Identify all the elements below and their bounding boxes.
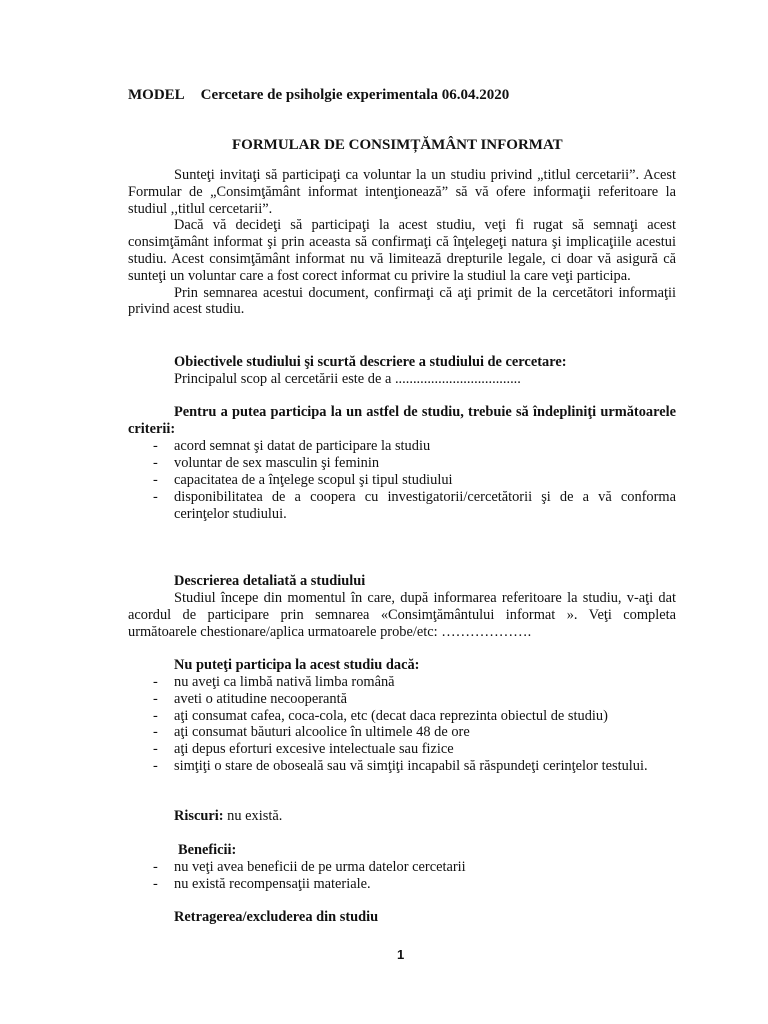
list-item: nu există recompensaţii materiale. (174, 876, 371, 892)
criteria-heading: Pentru a putea participa la un astfel de studiu, trebuie să îndepliniţi următoarele criterii: (128, 404, 676, 437)
list-item: nu aveţi ca limbă nativă limba română (174, 674, 395, 690)
description-heading: Descrierea detaliată a studiului (174, 573, 366, 589)
list-item: voluntar de sex masculin şi feminin (174, 455, 380, 471)
objectives-text: Principalul scop al cercetării este de a ................................... (174, 371, 521, 387)
model-label: MODEL (128, 87, 185, 103)
risks-text: nu există. (223, 808, 283, 824)
risks-line (174, 808, 282, 825)
withdrawal-heading: Retragerea/excluderea din studiu (174, 909, 379, 925)
risks-label: Riscuri: (174, 808, 224, 824)
list-item: aţi depus eforturi excesive intelectuale sau fizice (174, 741, 454, 757)
benefits-heading: Beneficii: (178, 842, 237, 858)
document-header (128, 87, 509, 104)
page-number: 1 (397, 947, 405, 962)
document-page: MODEL Cercetare de psiholgie experimentala 06.04.2020 FORMULAR DE CONSIMȚĂMÂNT INFORMAT Sunteţi invitaţi să participaţi ca voluntar la un studiu privind „titlul cercetarii”. Acest Formular de „Consimţământ informat intenţionează” să vă ofere informaţii referitoare la studiul ,,titlul cercetarii”. Dacă vă decideţi să participaţi la acest studiu, veţi fi rugat să semnaţi acest consimţământ informat şi prin aceasta să confirmaţi că înţelegeţi natura şi implicaţiile acestui studiu. Acest consimţământ informat nu vă limitează drepturile legale, ci doar vă asigură că sunteţi un voluntar care a fost corect informat cu privire la studiul la care veţi participa. Prin semnarea acestui document, confirmaţi că aţi primit de la cercetători informaţii privind acest studiu. Obiectivele studiului şi scurtă descriere a studiului de cercetare: Principalul scop al cercetării este de a ................................... Pentru a putea participa la un astfel de studiu, trebuie să îndepliniţi următoarele criterii: - acord semnat şi datat de participare la studiu - voluntar de sex masculin şi feminin - capacitatea de a înţelege scopul şi tipul studiului - disponibilitatea de a coopera cu investigatorii/cercetătorii şi de a vă conforma cerinţelor studiului. Descrierea detaliată a studiului Studiul începe din momentul în care, după informarea referitoare la studiu, v-aţi dat acordul de participare prin semnarea «Consimţământului informat ». Veţi completa următoarele chestionare/aplica urmatoarele probe/etc: ………………. Nu puteţi participa la acest studiu dacă: - nu aveţi ca limbă nativă limba română - aveti o atitudine necooperantă - aţi consumat cafea, coca-cola, etc (decat daca reprezinta obiectul de studiu) - aţi consumat băuturi alcoolice în ultimele 48 de ore - aţi depus eforturi excesive intelectuale sau fizice - simţiţi o stare de oboseală sau vă simţiţi incapabil să răspundeţi cerinţelor testului. Riscuri: nu există. Beneficii: - nu veţi avea beneficii de pe urma datelor cercetarii - nu există recompensaţii materiale. Retragerea/excluderea din studiu 1 (128, 87, 676, 962)
intro-section (128, 167, 676, 318)
list-item: aţi consumat cafea, coca-cola, etc (decat daca reprezinta obiectul de studiu) (174, 708, 608, 724)
list-item: aţi consumat băuturi alcoolice în ultimele 48 de ore (174, 724, 470, 740)
intro-paragraph-3: Prin semnarea acestui document, confirmaţi că aţi primit de la cercetători informaţii privind acest studiu. (128, 284, 676, 318)
form-title: FORMULAR DE CONSIMȚĂMÂNT INFORMAT (232, 137, 563, 153)
objectives-heading: Obiectivele studiului şi scurtă descriere a studiului de cercetare: (174, 354, 567, 370)
intro-paragraph-1: Sunteţi invitaţi să participaţi ca voluntar la un studiu privind „titlul cercetarii”. Acest Formular de „Consimţământ informat intenţionează” să vă ofere informaţii referitoare la studiul ,,titlul cercetarii”. (128, 167, 676, 217)
list-item: simţiţi o stare de oboseală sau vă simţiţi incapabil să răspundeţi cerinţelor testului. (174, 758, 648, 774)
exclusion-heading: Nu puteţi participa la acest studiu dacă: (174, 657, 420, 673)
list-item: nu veţi avea beneficii de pe urma datelor cercetarii (174, 859, 466, 875)
list-item: acord semnat şi datat de participare la studiu (174, 438, 431, 454)
list-item: disponibilitatea de a coopera cu investigatorii/cercetătorii şi de a vă conforma cerinţelor studiului. (174, 489, 676, 522)
description-text: Studiul începe din momentul în care, după informarea referitoare la studiu, v-aţi dat acordul de participare prin semnarea «Consimţământului informat ». Veţi completa următoarele chestionare/aplica urmatoarele probe/etc: ………………. (128, 590, 676, 640)
study-title: Cercetare de psiholgie experimentala 06.04.2020 (200, 87, 510, 103)
intro-paragraph-2: Dacă vă decideţi să participaţi la acest studiu, veţi fi rugat să semnaţi acest consimţământ informat şi prin aceasta să confirmaţi că înţelegeţi natura şi implicaţiile acestui studiu. Acest consimţământ informat nu vă limitează drepturile legale, ci doar vă asigură că sunteţi un voluntar care a fost corect informat cu privire la studiul la care veţi participa. (128, 217, 676, 284)
list-item: capacitatea de a înţelege scopul şi tipul studiului (174, 472, 453, 488)
list-item: aveti o atitudine necooperantă (174, 691, 348, 707)
